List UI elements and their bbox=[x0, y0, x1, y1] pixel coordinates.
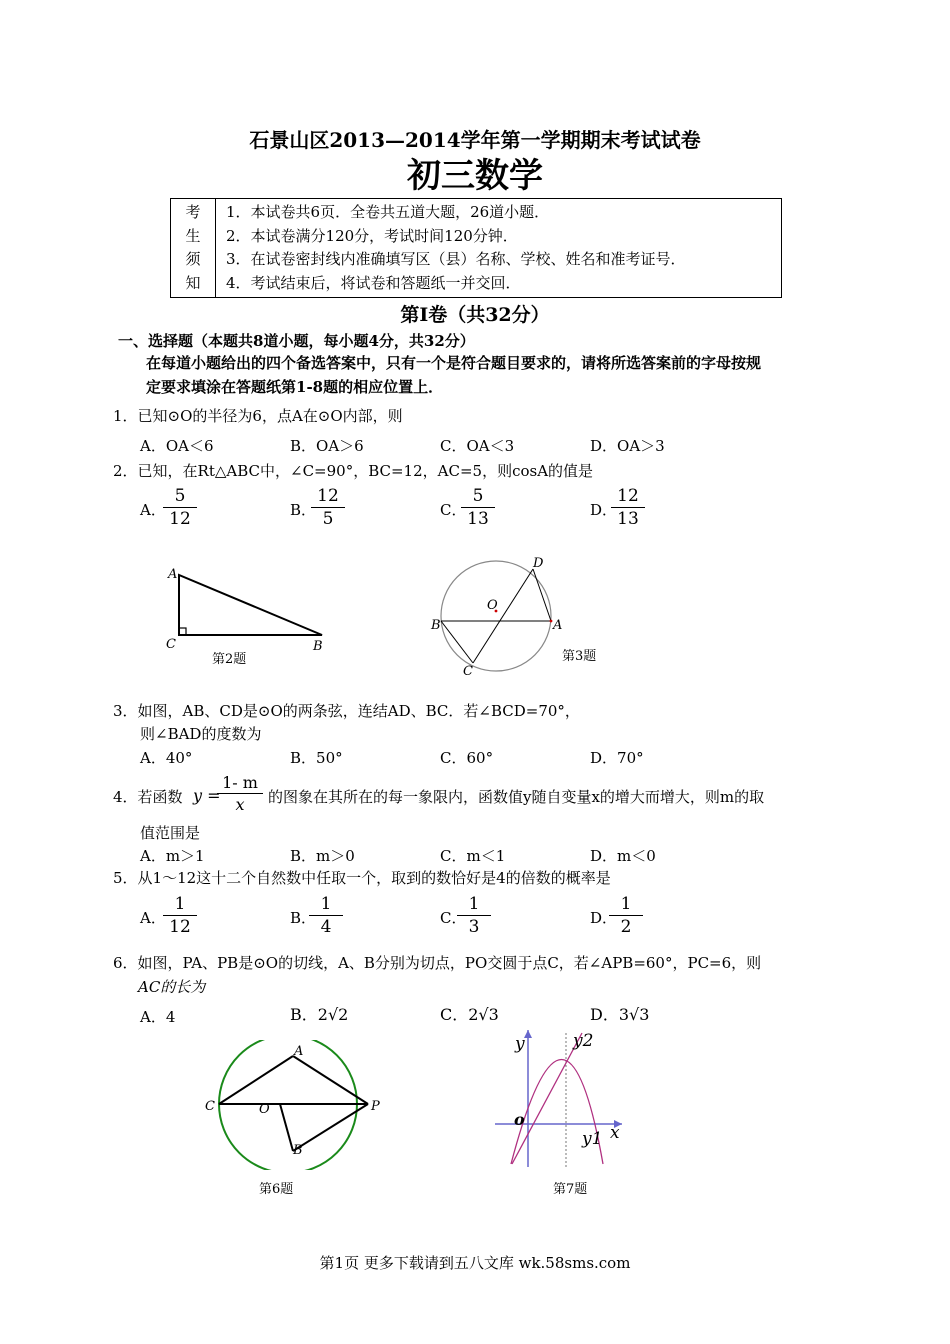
numerator: 1 bbox=[309, 894, 343, 916]
q4-fraction bbox=[217, 773, 263, 814]
q4-y-equals: y = bbox=[193, 786, 221, 805]
q6-option-d: D．3√3 bbox=[590, 1005, 650, 1024]
q1-stem: 1．已知⊙O的半径为6，点A在⊙O内部，则 bbox=[113, 407, 403, 425]
notice-head bbox=[171, 199, 216, 298]
q4-stem: 的图象在其所在的每一象限内，函数值y随自变量x的增大而增大，则m的取 bbox=[268, 788, 765, 806]
q5-option-a-letter: A． bbox=[140, 909, 166, 927]
numerator: 12 bbox=[611, 486, 645, 508]
q2-option-c-fraction bbox=[461, 486, 495, 529]
section-instruction: 定要求填涂在答题纸第1-8题的相应位置上． bbox=[146, 378, 444, 396]
q6-option-b: B．2√2 bbox=[290, 1005, 349, 1024]
volume-title: 第Ⅰ卷（共32分） bbox=[400, 304, 550, 326]
notice-item: 3．在试卷密封线内准确填写区（县）名称、学校、姓名和准考证号． bbox=[226, 250, 686, 268]
fig3-label-c: C bbox=[463, 664, 473, 679]
fig3-label-o: O bbox=[487, 598, 498, 613]
fig2-label-c: C bbox=[166, 637, 176, 652]
q2-option-b-fraction bbox=[311, 486, 345, 529]
denominator: 12 bbox=[169, 917, 191, 937]
fig7-label-origin: o bbox=[514, 1110, 525, 1129]
fig7-label-y1: y1 bbox=[582, 1129, 603, 1149]
q2-option-c-letter: C． bbox=[440, 501, 467, 519]
fig6-label-o: O bbox=[259, 1102, 270, 1117]
denominator: 13 bbox=[467, 509, 489, 529]
fig3-label-b: B bbox=[431, 618, 441, 633]
q3-stem-line2: 则∠BAD的度数为 bbox=[140, 725, 262, 743]
denominator: 4 bbox=[320, 917, 332, 937]
fig6-label-c: C bbox=[205, 1099, 215, 1114]
q1-option-a: A．OA＜6 bbox=[140, 437, 214, 455]
numerator: 1 bbox=[457, 894, 491, 916]
numerator: 1- m bbox=[217, 773, 263, 794]
q1-option-d: D．OA＞3 bbox=[590, 437, 665, 455]
denominator: 12 bbox=[169, 509, 191, 529]
section-instruction: 在每道小题给出的四个备选答案中，只有一个是符合题目要求的，请将所选答案前的字母按规 bbox=[146, 354, 762, 372]
fig7-label-y2: y2 bbox=[573, 1031, 594, 1051]
q4-stem-line2: 值范围是 bbox=[140, 824, 201, 842]
q2-option-d-letter: D． bbox=[590, 501, 618, 519]
figure-3-circle bbox=[435, 555, 565, 680]
q3-stem: 3．如图，AB、CD是⊙O的两条弦，连结AD、BC．若∠BCD=70°， bbox=[113, 702, 580, 720]
q3-option-d: D．70° bbox=[590, 749, 644, 767]
denominator: 3 bbox=[468, 917, 480, 937]
fig2-label-b: B bbox=[313, 639, 323, 654]
numerator: 5 bbox=[461, 486, 495, 508]
notice-item: 1．本试卷共6页．全卷共五道大题，26道小题． bbox=[226, 203, 550, 221]
q5-option-a-fraction bbox=[163, 894, 197, 937]
figure-7-graphs bbox=[490, 1025, 630, 1170]
q2-option-a-letter: A． bbox=[140, 501, 166, 519]
q6-stem-line2: AC的长为 bbox=[138, 978, 206, 996]
q4-option-d: D．m＜0 bbox=[590, 847, 656, 865]
numerator: 1 bbox=[609, 894, 643, 916]
q2-option-b-letter: B． bbox=[290, 501, 317, 519]
q4-option-a: A．m＞1 bbox=[140, 847, 205, 865]
section-title: 一、选择题（本题共8道小题，每小题4分，共32分） bbox=[118, 332, 475, 350]
fig2-label-a: A bbox=[168, 567, 178, 582]
q3-option-a: A．40° bbox=[140, 749, 193, 767]
fig7-caption: 第7题 bbox=[553, 1182, 588, 1197]
exam-subject: 初三数学 bbox=[407, 156, 543, 196]
fig6-caption: 第6题 bbox=[259, 1182, 294, 1197]
notice-head-char: 知 bbox=[185, 273, 201, 292]
notice-head-char: 须 bbox=[185, 250, 201, 268]
fig6-label-a: A bbox=[294, 1044, 304, 1059]
q5-option-c-fraction bbox=[457, 894, 491, 937]
q5-option-b-fraction bbox=[309, 894, 343, 937]
exam-title: 石景山区2013—2014学年第一学期期末考试试卷 bbox=[249, 128, 701, 152]
notice-item: 2．本试卷满分120分，考试时间120分钟． bbox=[226, 226, 518, 245]
fig3-caption: 第3题 bbox=[562, 649, 597, 664]
denominator: x bbox=[235, 795, 245, 814]
q4-option-b: B．m＞0 bbox=[290, 847, 355, 865]
fig7-label-x: x bbox=[610, 1123, 620, 1143]
q4-prefix: 4．若函数 bbox=[113, 788, 183, 806]
notice-box bbox=[170, 198, 782, 298]
notice-body bbox=[216, 199, 782, 298]
q5-option-d-letter: D． bbox=[590, 909, 618, 927]
q4-option-c: C．m＜1 bbox=[440, 847, 506, 865]
q3-option-c: C．60° bbox=[440, 749, 494, 767]
fig7-label-y: y bbox=[515, 1034, 525, 1054]
fig6-label-b: B bbox=[293, 1143, 303, 1158]
q3-option-b: B．50° bbox=[290, 749, 343, 767]
page-footer: 第1页 更多下载请到五八文库 wk.58sms.com bbox=[319, 1254, 631, 1272]
notice-head-char: 考 bbox=[185, 203, 201, 221]
q1-option-c: C．OA＜3 bbox=[440, 437, 515, 455]
q5-stem: 5．从1～12这十二个自然数中任取一个，取到的数恰好是4的倍数的概率是 bbox=[113, 869, 611, 887]
denominator: 5 bbox=[322, 509, 334, 529]
notice-item: 4．考试结束后，将试卷和答题纸一并交回． bbox=[226, 273, 521, 292]
denominator: 2 bbox=[620, 917, 632, 937]
q2-option-d-fraction bbox=[611, 486, 645, 529]
q6-option-a: A．4 bbox=[140, 1008, 176, 1026]
q5-option-c-letter: C． bbox=[440, 909, 467, 927]
denominator: 13 bbox=[617, 509, 639, 529]
q2-stem: 2．已知，在Rt△ABC中，∠C=90°，BC=12，AC=5，则cosA的值是 bbox=[113, 462, 594, 480]
fig3-label-a: A bbox=[553, 618, 563, 633]
q1-option-b: B．OA＞6 bbox=[290, 437, 364, 455]
q5-option-b-letter: B． bbox=[290, 909, 317, 927]
fig6-label-p: P bbox=[371, 1099, 380, 1114]
q5-option-d-fraction bbox=[609, 894, 643, 937]
numerator: 1 bbox=[163, 894, 197, 916]
q6-stem: 6．如图，PA、PB是⊙O的切线，A、B分别为切点，PO交圆于点C，若∠APB=60°，PC=6，则 bbox=[113, 954, 762, 972]
q6-option-c: C．2√3 bbox=[440, 1005, 499, 1024]
numerator: 5 bbox=[163, 486, 197, 508]
notice-head-char: 生 bbox=[185, 226, 201, 245]
fig3-label-d: D bbox=[533, 556, 544, 571]
q2-option-a-fraction bbox=[163, 486, 197, 529]
fig2-caption: 第2题 bbox=[212, 652, 247, 667]
numerator: 12 bbox=[311, 486, 345, 508]
